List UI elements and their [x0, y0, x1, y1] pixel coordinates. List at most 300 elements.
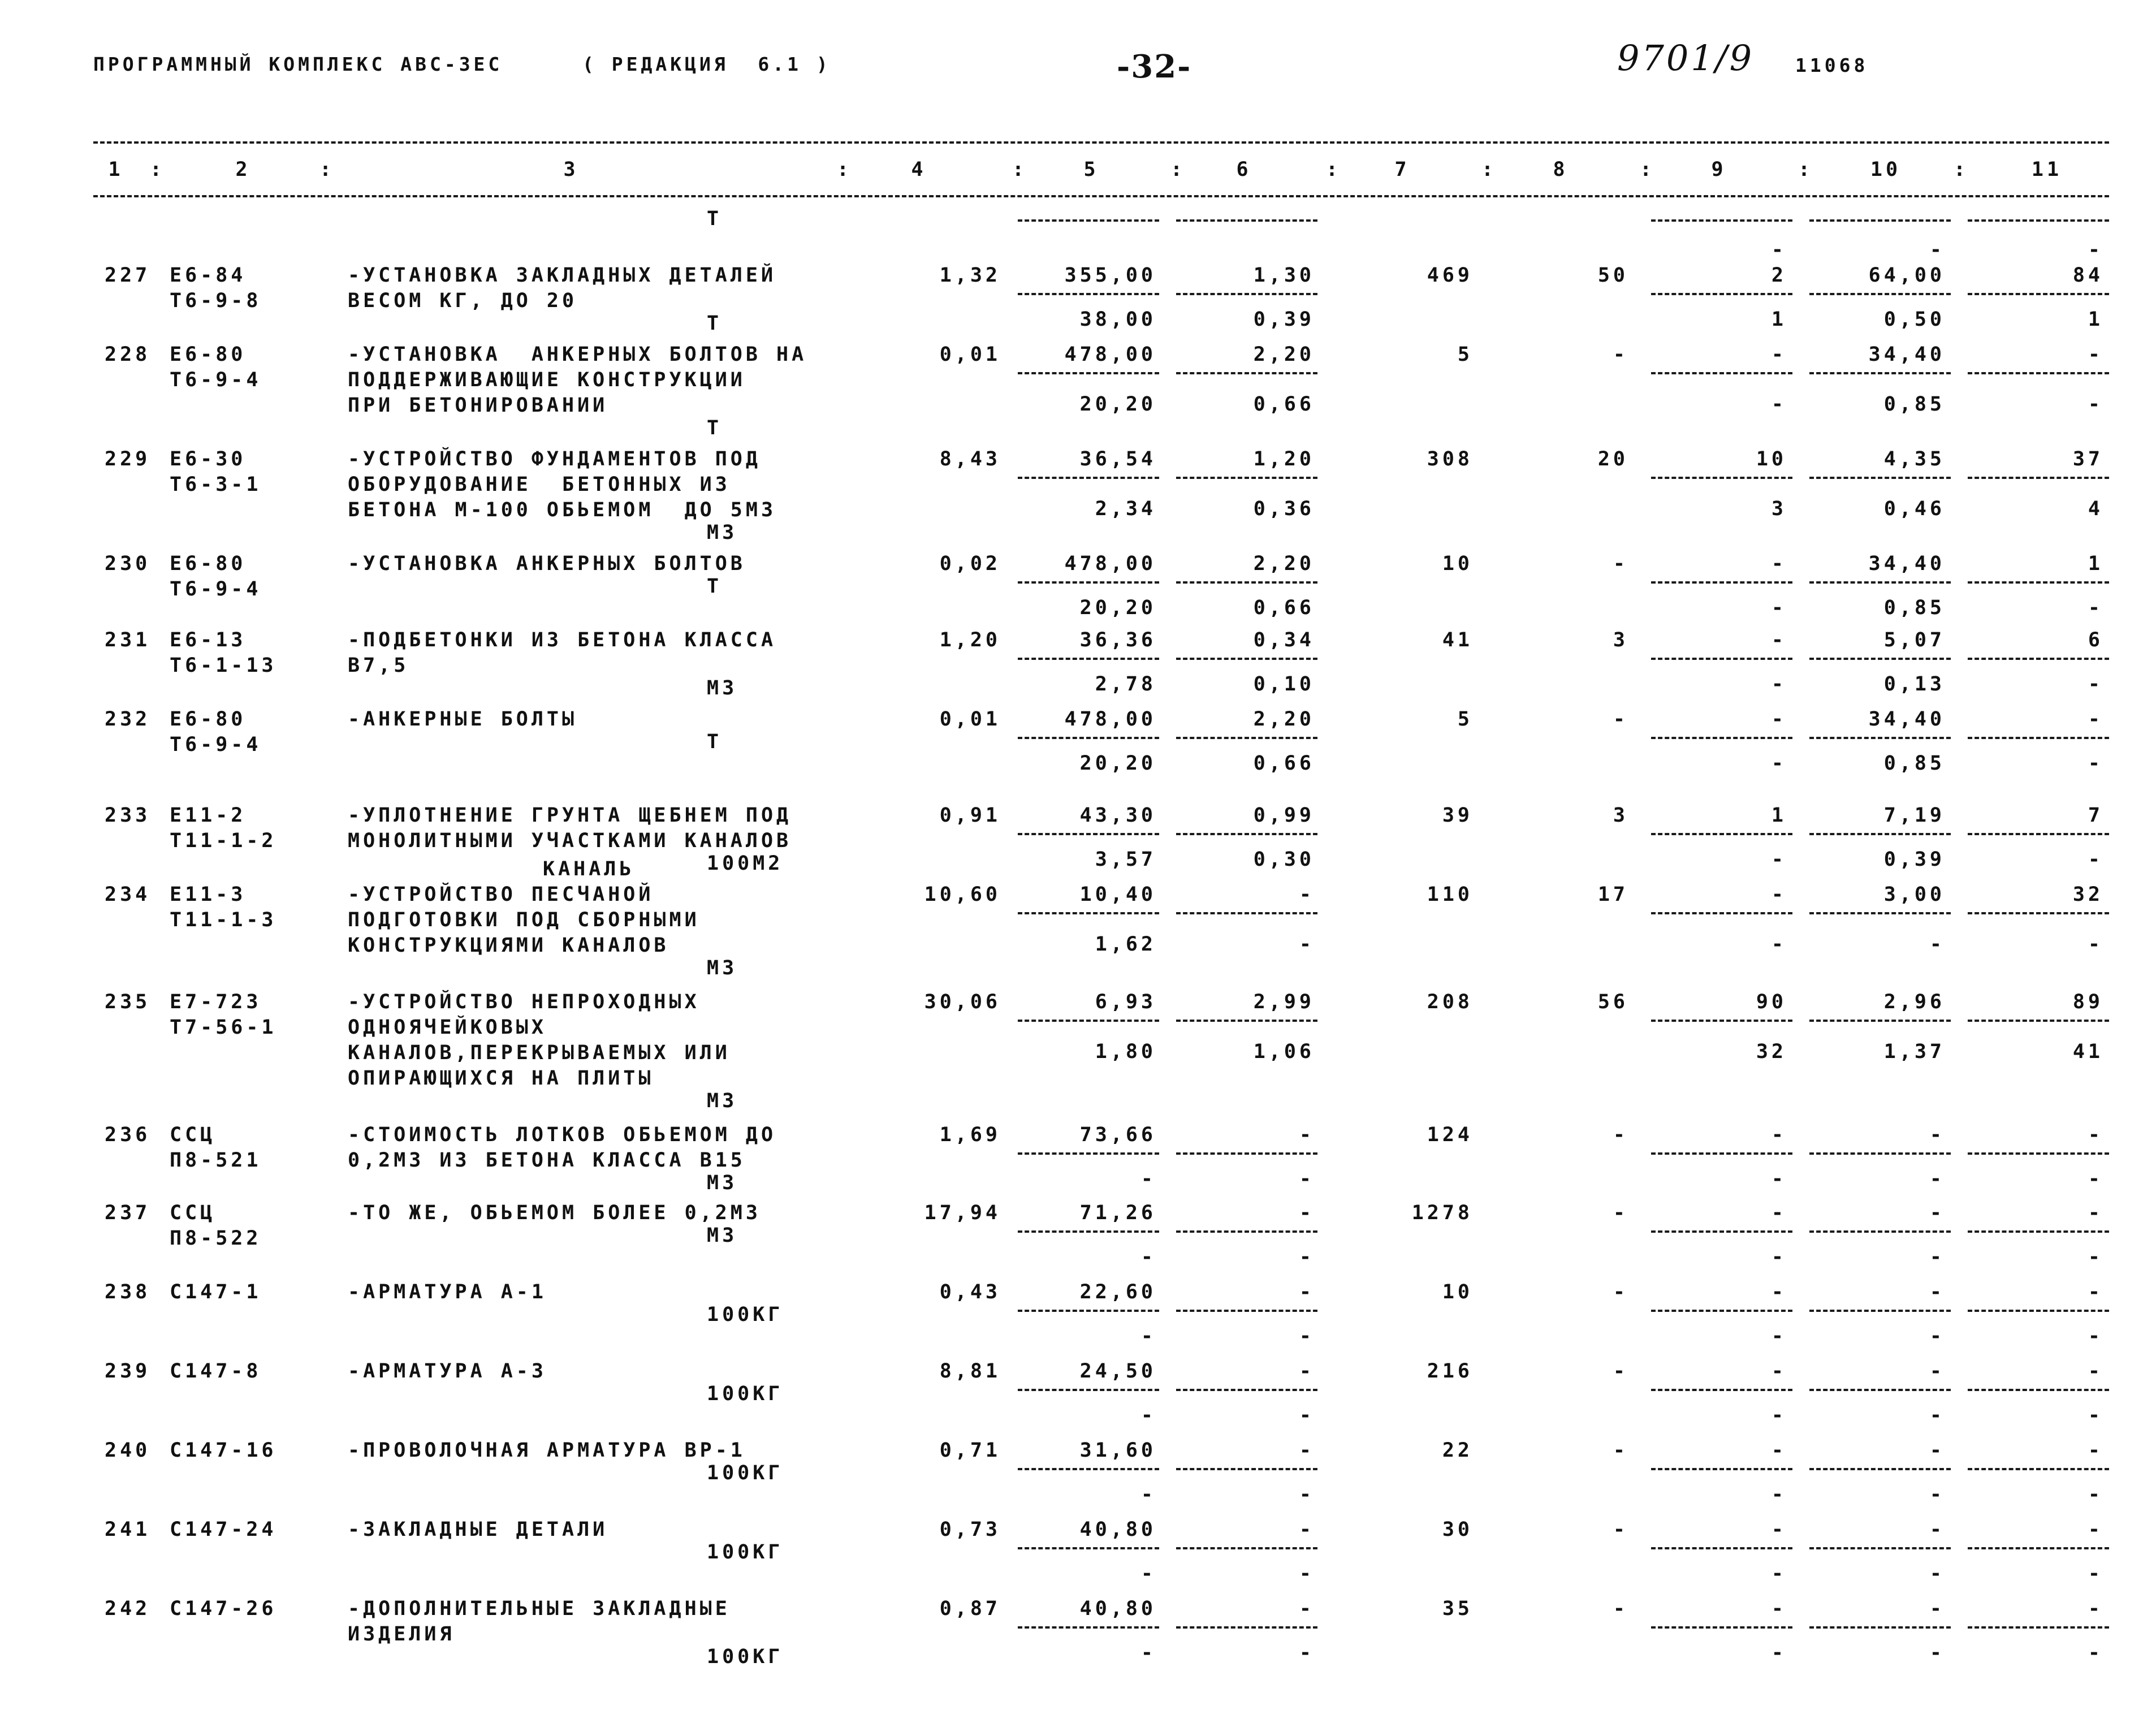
cell-col11: -: [2088, 239, 2103, 261]
cell-col8: 20: [1597, 448, 1628, 470]
cell-dash-rule: [1651, 372, 1792, 374]
cell-dash-rule: [1651, 1547, 1792, 1549]
cell-col10-sub: -: [1929, 1483, 1945, 1506]
cell-col6-value: -: [1299, 1597, 1315, 1620]
cell-dash-rule: [1651, 658, 1792, 660]
cell-col5-sub: -: [1140, 1325, 1156, 1348]
row-number: 230: [105, 552, 151, 575]
cell-dash-rule: [1651, 912, 1792, 914]
column-separator: :: [1012, 158, 1028, 181]
cell-col8: -: [1613, 1597, 1628, 1620]
description-line: -ПОДБЕТОНКИ ИЗ БЕТОНА КЛАССА: [348, 629, 777, 651]
cell-col11-sub: 41: [2072, 1040, 2103, 1063]
cell-dash-rule: [1176, 1547, 1317, 1549]
cell-col5-sub: -: [1140, 1246, 1156, 1268]
description-line: ВЕСОМ КГ, ДО 20: [348, 290, 578, 312]
code-primary: Е11-3: [170, 883, 247, 906]
cell-dash-rule: [1176, 1626, 1317, 1629]
description-line: ИЗДЕЛИЯ: [348, 1623, 455, 1646]
cell-col6-sub: 0,66: [1253, 752, 1315, 775]
cell-col8: -: [1613, 1439, 1628, 1462]
cell-dash-rule: [1018, 912, 1159, 914]
cell-dash-rule: [1018, 1310, 1159, 1312]
description-line: -СТОИМОСТЬ ЛОТКОВ ОБЬЕМОМ ДО: [348, 1124, 777, 1146]
unit-label: Т: [707, 208, 723, 230]
cell-dash-rule: [1809, 1152, 1951, 1155]
cell-col9-value: -: [1771, 708, 1787, 731]
cell-dash-rule: [1968, 1020, 2109, 1022]
column-separator: :: [1326, 158, 1342, 181]
unit-label: Т: [707, 731, 723, 753]
cell-dash-rule: [1809, 581, 1951, 584]
cell-col10-value: -: [1929, 1518, 1945, 1541]
cell-dash-rule: [1018, 658, 1159, 660]
cell-col11-value: 37: [2072, 448, 2103, 470]
cell-dash-rule: [1968, 1389, 2109, 1391]
code-secondary: Т11-1-3: [170, 909, 277, 931]
cell-col4: 8,43: [939, 448, 1001, 470]
unit-label: М3: [707, 1172, 738, 1194]
cell-col11-sub: -: [2088, 1642, 2103, 1664]
description-line: -АРМАТУРА А-3: [348, 1360, 547, 1383]
cell-col4: 0,02: [939, 552, 1001, 575]
code-primary: Е11-2: [170, 804, 247, 827]
cell-col6-value: 1,20: [1253, 448, 1315, 470]
cell-dash-rule: [1651, 1152, 1792, 1155]
unit-label: Т: [707, 312, 723, 335]
cell-dash-rule: [1809, 833, 1951, 835]
description-line: -УСТРОЙСТВО ФУНДАМЕНТОВ ПОД: [348, 448, 761, 470]
cell-dash-rule: [1968, 1547, 2109, 1549]
cell-col4: 0,71: [939, 1439, 1001, 1462]
cell-dash-rule: [1176, 1152, 1317, 1155]
cell-col9-sub: -: [1771, 597, 1787, 619]
column-separator: :: [150, 158, 166, 181]
cell-col5-sub: -: [1140, 1404, 1156, 1427]
cell-col11-value: -: [2088, 1597, 2103, 1620]
code-primary: ССЦ: [170, 1202, 216, 1224]
cell-col11-sub: 1: [2088, 308, 2103, 331]
description-line: ОПИРАЮЩИХСЯ НА ПЛИТЫ: [348, 1067, 654, 1090]
description-line: -АРМАТУРА А-1: [348, 1281, 547, 1303]
cell-col5-value: 10,40: [1079, 883, 1156, 906]
cell-col8: -: [1613, 343, 1628, 366]
cell-col9-sub: -: [1771, 1404, 1787, 1427]
code-secondary: П8-521: [170, 1149, 262, 1172]
cell-col11-value: -: [2088, 343, 2103, 366]
cell-col11-sub: -: [2088, 933, 2103, 956]
cell-dash-rule: [1651, 1626, 1792, 1629]
cell-col4: 30,06: [924, 991, 1001, 1013]
cell-col7: 5: [1457, 708, 1473, 731]
code-secondary: Т7-56-1: [170, 1016, 277, 1039]
row-number: 238: [105, 1281, 151, 1303]
description-line: -УСТРОЙСТВО ПЕСЧАНОЙ: [348, 883, 654, 906]
description-line: -УСТАНОВКА ЗАКЛАДНЫХ ДЕТАЛЕЙ: [348, 264, 777, 287]
row-number: 227: [105, 264, 151, 287]
cell-col6-value: -: [1299, 883, 1315, 906]
cell-col4: 8,81: [939, 1360, 1001, 1383]
cell-dash-rule: [1176, 293, 1317, 295]
cell-col6-value: -: [1299, 1518, 1315, 1541]
code-primary: С147-26: [170, 1597, 277, 1620]
cell-dash-rule: [1809, 293, 1951, 295]
code-primary: С147-1: [170, 1281, 262, 1303]
cell-col9-sub: -: [1771, 1246, 1787, 1268]
row-number: 235: [105, 991, 151, 1013]
column-separator: :: [1954, 158, 1969, 181]
column-header-2: 2: [235, 158, 251, 181]
cell-col11-value: -: [2088, 1202, 2103, 1224]
cell-col6-sub: 0,66: [1253, 597, 1315, 619]
cell-col10-value: -: [1929, 1597, 1945, 1620]
cell-col7: 208: [1427, 991, 1473, 1013]
cell-col11-value: 6: [2088, 629, 2103, 651]
cell-col9-sub: -: [1771, 393, 1787, 416]
cell-col9-sub: -: [1771, 1562, 1787, 1585]
cell-col8: 56: [1597, 991, 1628, 1013]
cell-col6-value: -: [1299, 1281, 1315, 1303]
col9-dash-rule: [1651, 219, 1792, 222]
code-primary: Е6-80: [170, 552, 247, 575]
cell-col11-value: -: [2088, 1124, 2103, 1146]
unit-label: М3: [707, 957, 738, 979]
cell-col5-sub: 2,34: [1095, 498, 1156, 520]
cell-dash-rule: [1651, 293, 1792, 295]
cell-col8: 17: [1597, 883, 1628, 906]
cell-col10-sub: 0,46: [1883, 498, 1945, 520]
cell-col6-sub: -: [1299, 1168, 1315, 1190]
code-secondary: Т11-1-2: [170, 830, 277, 852]
cell-col9-sub: -: [1771, 673, 1787, 696]
cell-col8: 50: [1597, 264, 1628, 287]
description-line: -УСТАНОВКА АНКЕРНЫХ БОЛТОВ: [348, 552, 746, 575]
cell-col9-value: -: [1771, 1597, 1787, 1620]
cell-col8: -: [1613, 1518, 1628, 1541]
cell-col7: 22: [1442, 1439, 1473, 1462]
row-number: 241: [105, 1518, 151, 1541]
cell-col6-value: 1,30: [1253, 264, 1315, 287]
cell-col5-value: 40,80: [1079, 1597, 1156, 1620]
unit-label: 100КГ: [707, 1303, 784, 1326]
cell-col4: 0,43: [939, 1281, 1001, 1303]
cell-col6-sub: 0,30: [1253, 848, 1315, 871]
cell-col6-sub: -: [1299, 1483, 1315, 1506]
table-top-rule: [93, 141, 2109, 144]
description-line: -ЗАКЛАДНЫЕ ДЕТАЛИ: [348, 1518, 608, 1541]
cell-col5-sub: 20,20: [1079, 597, 1156, 619]
row-number: 231: [105, 629, 151, 651]
cell-dash-rule: [1809, 477, 1951, 479]
code-primary: С147-16: [170, 1439, 277, 1462]
cell-dash-rule: [1018, 477, 1159, 479]
cell-dash-rule: [1651, 1389, 1792, 1391]
code-secondary: Т6-9-4: [170, 733, 262, 756]
row-number: 239: [105, 1360, 151, 1383]
cell-dash-rule: [1176, 372, 1317, 374]
row-number: 242: [105, 1597, 151, 1620]
cell-col7: 216: [1427, 1360, 1473, 1383]
cell-dash-rule: [1651, 1230, 1792, 1233]
cell-col11-sub: -: [2088, 1483, 2103, 1506]
cell-col9-value: -: [1771, 883, 1787, 906]
code-primary: С147-8: [170, 1360, 262, 1383]
cell-col5-value: 478,00: [1064, 552, 1156, 575]
edition-label: ( РЕДАКЦИЯ 6.1 ): [582, 53, 831, 75]
cell-dash-rule: [1176, 658, 1317, 660]
description-line: -АНКЕРНЫЕ БОЛТЫ: [348, 708, 578, 731]
column-header-3: 3: [563, 158, 579, 181]
cell-col5-value: 22,60: [1079, 1281, 1156, 1303]
code-secondary: Т6-1-13: [170, 654, 277, 677]
cell-dash-rule: [1018, 737, 1159, 739]
cell-dash-rule: [1651, 833, 1792, 835]
cell-col7: 469: [1427, 264, 1473, 287]
code-secondary: Т6-3-1: [170, 473, 262, 496]
cell-col8: -: [1613, 1281, 1628, 1303]
cell-dash-rule: [1018, 581, 1159, 584]
cell-col9-value: -: [1771, 1281, 1787, 1303]
code-primary: Е6-84: [170, 264, 247, 287]
cell-col11-value: 1: [2088, 552, 2103, 575]
unit-label: М3: [707, 521, 738, 544]
column-header-6: 6: [1236, 158, 1252, 181]
cell-col11-value: -: [2088, 1439, 2103, 1462]
cell-col11-value: -: [2088, 1360, 2103, 1383]
cell-dash-rule: [1809, 1230, 1951, 1233]
cell-col5-sub: 1,62: [1095, 933, 1156, 956]
unit-label: Т: [707, 417, 723, 439]
cell-col10-sub: -: [1929, 1168, 1945, 1190]
cell-col7: 39: [1442, 804, 1473, 827]
doc-code: 11068: [1795, 54, 1869, 76]
cell-col11-value: -: [2088, 708, 2103, 731]
unit-label: 100КГ: [707, 1383, 784, 1405]
cell-col5-value: 355,00: [1064, 264, 1156, 287]
cell-col10-value: -: [1929, 1360, 1945, 1383]
cell-col10-sub: -: [1929, 1246, 1945, 1268]
column-header-5: 5: [1083, 158, 1099, 181]
cell-dash-rule: [1176, 912, 1317, 914]
cell-col5-value: 36,36: [1079, 629, 1156, 651]
cell-col8: -: [1613, 708, 1628, 731]
cell-col6-sub: 1,06: [1253, 1040, 1315, 1063]
column-separator: :: [837, 158, 853, 181]
code-primary: Е7-723: [170, 991, 262, 1013]
cell-dash-rule: [1968, 581, 2109, 584]
description-line: КОНСТРУКЦИЯМИ КАНАЛОВ: [348, 934, 669, 957]
unit-label: 100КГ: [707, 1541, 784, 1564]
cell-dash-rule: [1809, 1389, 1951, 1391]
cell-col6-value: 2,20: [1253, 552, 1315, 575]
cell-dash-rule: [1968, 1626, 2109, 1629]
row-number: 232: [105, 708, 151, 731]
cell-col5-value: 31,60: [1079, 1439, 1156, 1462]
description-line: БЕТОНА М-100 ОБЬЕМОМ ДО 5М3: [348, 499, 777, 521]
col5-dash-rule: [1018, 219, 1159, 222]
cell-col9-value: 90: [1756, 991, 1787, 1013]
cell-dash-rule: [1968, 1310, 2109, 1312]
cell-col6-sub: -: [1299, 1246, 1315, 1268]
handwritten-code: 9701/9: [1617, 37, 1755, 79]
cell-dash-rule: [1651, 581, 1792, 584]
row-number: 233: [105, 804, 151, 827]
cell-col7: 35: [1442, 1597, 1473, 1620]
cell-dash-rule: [1018, 1020, 1159, 1022]
cell-col10: -: [1929, 239, 1945, 261]
cell-dash-rule: [1176, 1310, 1317, 1312]
cell-col11-sub: -: [2088, 673, 2103, 696]
cell-col6-sub: -: [1299, 1642, 1315, 1664]
cell-col6-value: -: [1299, 1360, 1315, 1383]
cell-col7: 124: [1427, 1124, 1473, 1146]
cell-col10-sub: -: [1929, 933, 1945, 956]
description-line: ПРИ БЕТОНИРОВАНИИ: [348, 394, 608, 417]
description-line: ПОДДЕРЖИВАЮЩИЕ КОНСТРУКЦИИ: [348, 369, 746, 391]
cell-col10-value: 3,00: [1883, 883, 1945, 906]
description-line: МОНОЛИТНЫМИ УЧАСТКАМИ КАНАЛОВ: [348, 830, 792, 852]
cell-dash-rule: [1176, 1020, 1317, 1022]
cell-dash-rule: [1809, 1020, 1951, 1022]
cell-col7: 1278: [1411, 1202, 1473, 1224]
cell-col7: 10: [1442, 1281, 1473, 1303]
column-header-1: 1: [108, 158, 124, 181]
cell-col11-value: 32: [2072, 883, 2103, 906]
cell-col6-sub: -: [1299, 933, 1315, 956]
cell-col7: 110: [1427, 883, 1473, 906]
cell-dash-rule: [1176, 1389, 1317, 1391]
cell-col5-sub: -: [1140, 1562, 1156, 1585]
cell-col4: 10,60: [924, 883, 1001, 906]
cell-col5-value: 36,54: [1079, 448, 1156, 470]
cell-col8: -: [1613, 1360, 1628, 1383]
cell-col4: 1,69: [939, 1124, 1001, 1146]
cell-col6-value: 2,20: [1253, 343, 1315, 366]
section-heading: КАНАЛЬ: [543, 858, 635, 880]
cell-col9-sub: -: [1771, 1168, 1787, 1190]
cell-col5-value: 24,50: [1079, 1360, 1156, 1383]
cell-dash-rule: [1968, 658, 2109, 660]
column-header-4: 4: [911, 158, 927, 181]
cell-col6-sub: -: [1299, 1404, 1315, 1427]
code-primary: С147-24: [170, 1518, 277, 1541]
cell-col8: -: [1613, 1202, 1628, 1224]
col11-dash-rule: [1968, 219, 2109, 222]
cell-dash-rule: [1176, 833, 1317, 835]
cell-col10-value: -: [1929, 1439, 1945, 1462]
description-line: -УПЛОТНЕНИЕ ГРУНТА ЩЕБНЕМ ПОД: [348, 804, 792, 827]
cell-col10-value: 4,35: [1883, 448, 1945, 470]
cell-col10-value: -: [1929, 1124, 1945, 1146]
cell-col11-sub: -: [2088, 1325, 2103, 1348]
cell-dash-rule: [1809, 372, 1951, 374]
cell-dash-rule: [1651, 477, 1792, 479]
cell-dash-rule: [1968, 1230, 2109, 1233]
page-number: -32-: [1117, 48, 1192, 85]
cell-col6-sub: 0,39: [1253, 308, 1315, 331]
cell-col9-sub: 32: [1756, 1040, 1787, 1063]
row-number: 228: [105, 343, 151, 366]
cell-dash-rule: [1018, 833, 1159, 835]
cell-dash-rule: [1809, 1626, 1951, 1629]
cell-col6-sub: 0,10: [1253, 673, 1315, 696]
cell-col10-value: 34,40: [1868, 552, 1945, 575]
cell-col5-sub: 20,20: [1079, 393, 1156, 416]
description-line: В7,5: [348, 654, 409, 677]
cell-col11-sub: -: [2088, 1168, 2103, 1190]
cell-col5-value: 43,30: [1079, 804, 1156, 827]
cell-col8: 3: [1613, 629, 1628, 651]
cell-col9-value: -: [1771, 1518, 1787, 1541]
column-header-9: 9: [1711, 158, 1727, 181]
cell-col5-sub: -: [1140, 1642, 1156, 1664]
description-line: КАНАЛОВ,ПЕРЕКРЫВАЕМЫХ ИЛИ: [348, 1042, 731, 1064]
cell-col11-value: 89: [2072, 991, 2103, 1013]
row-number: 237: [105, 1202, 151, 1224]
cell-col5-sub: 3,57: [1095, 848, 1156, 871]
cell-dash-rule: [1809, 658, 1951, 660]
description-line: -УСТРОЙСТВО НЕПРОХОДНЫХ: [348, 991, 700, 1013]
cell-col9-value: -: [1771, 1360, 1787, 1383]
cell-col6-value: -: [1299, 1439, 1315, 1462]
cell-col4: 0,87: [939, 1597, 1001, 1620]
cell-col5-value: 71,26: [1079, 1202, 1156, 1224]
cell-dash-rule: [1968, 737, 2109, 739]
cell-dash-rule: [1968, 912, 2109, 914]
column-separator: :: [319, 158, 335, 181]
cell-col9-sub: 3: [1771, 498, 1787, 520]
description-line: -ТО ЖЕ, ОБЬЕМОМ БОЛЕЕ 0,2М3: [348, 1202, 761, 1224]
cell-col10-sub: 0,50: [1883, 308, 1945, 331]
cell-col9-sub: -: [1771, 933, 1787, 956]
code-primary: Е6-30: [170, 448, 247, 470]
cell-dash-rule: [1968, 477, 2109, 479]
row-number: 240: [105, 1439, 151, 1462]
code-secondary: Т6-9-4: [170, 369, 262, 391]
cell-col10-value: 64,00: [1868, 264, 1945, 287]
cell-dash-rule: [1018, 372, 1159, 374]
column-header-7: 7: [1394, 158, 1410, 181]
description-line: -ДОПОЛНИТЕЛЬНЫЕ ЗАКЛАДНЫЕ: [348, 1597, 731, 1620]
row-number: 234: [105, 883, 151, 906]
cell-col10-value: 34,40: [1868, 343, 1945, 366]
cell-col9-sub: 1: [1771, 308, 1787, 331]
table-header-rule: [93, 195, 2109, 197]
cell-col4: 1,32: [939, 264, 1001, 287]
cell-col9-value: -: [1771, 552, 1787, 575]
row-number: 236: [105, 1124, 151, 1146]
cell-col11-sub: 4: [2088, 498, 2103, 520]
cell-dash-rule: [1651, 1020, 1792, 1022]
unit-label: 100КГ: [707, 1646, 784, 1668]
cell-dash-rule: [1968, 833, 2109, 835]
cell-col10-value: 5,07: [1883, 629, 1945, 651]
cell-col11-sub: -: [2088, 752, 2103, 775]
cell-col9-value: -: [1771, 1124, 1787, 1146]
cell-col10-value: -: [1929, 1202, 1945, 1224]
cell-dash-rule: [1809, 737, 1951, 739]
code-primary: ССЦ: [170, 1124, 216, 1146]
cell-dash-rule: [1018, 1547, 1159, 1549]
cell-dash-rule: [1018, 1626, 1159, 1629]
cell-col8: -: [1613, 552, 1628, 575]
column-separator: :: [1481, 158, 1497, 181]
cell-col9-value: 2: [1771, 264, 1787, 287]
cell-col11-sub: -: [2088, 1562, 2103, 1585]
cell-col5-value: 6,93: [1095, 991, 1156, 1013]
cell-col9-value: 10: [1756, 448, 1787, 470]
cell-col10-sub: -: [1929, 1325, 1945, 1348]
